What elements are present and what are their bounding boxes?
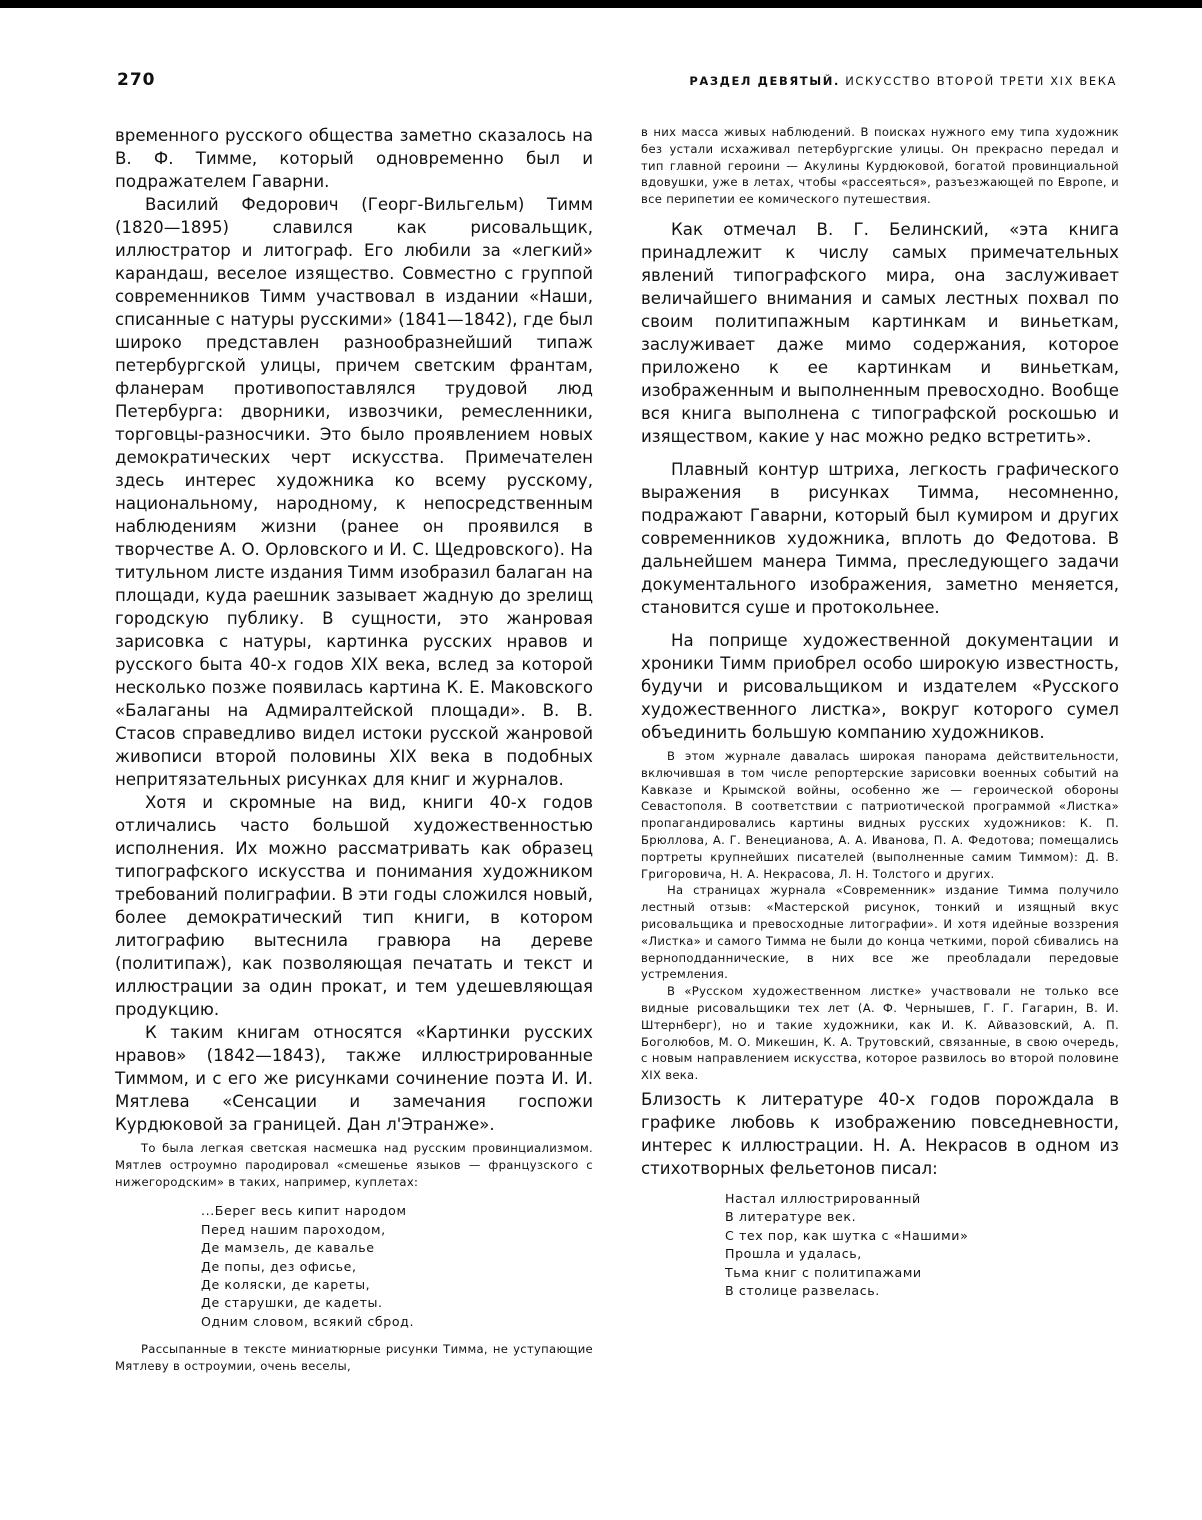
poem-quote: ...Берег весь кипит народом Перед нашим пароходом, Де мамзель, де кавалье Де попы, дез офисье, Де коляски, де кареты, Де старушки, де кадеты. Одним словом, всякий сброд. <box>201 1203 415 1329</box>
paragraph: Близость к литературе 40-х годов порождала в графике любовь к изображению повседневности, интерес к иллюстрации. Н. А. Некрасов в одном из стихотворных фельетонов писал: <box>641 1089 1119 1178</box>
paragraph: Как отмечал В. Г. Белинский, «эта книга принадлежит к числу самых примечательных явлений типографского мира, она заслуживает величайшего внимания и самых лестных похвал по своим политипажным картинкам и виньеткам, заслуживает даже мимо содержания, которое приложено к ее картинкам и виньеткам, изображенным и выполненным превосходно. Вообще вся книга выполнена с типографской роскошью и изяществом, какие у нас можно редко встретить». <box>641 219 1119 446</box>
note-paragraph: На страницах журнала «Современник» издание Тимма получило лестный отзыв: «Мастерской рисунок, тонкий и изящный вкус рисовальщика и превосходные литографии». И хотя идейные воззрения «Листка» и самого Тимма не были до конца четкими, порой сбивались на верноподданнические, в них все же преобладали передовые устремления. <box>641 883 1119 982</box>
page-number: 270 <box>117 70 156 90</box>
running-head-title: ИСКУССТВО ВТОРОЙ ТРЕТИ XIX ВЕКА <box>845 74 1117 88</box>
paragraph: К таким книгам относятся «Картинки русских нравов» (1842—1843), также иллюстрированные Тиммом, и с его же рисунками сочинение поэта И. И. Мятлева «Сенсации и замечания госпожи Курдюковой за границей. Дан л'Этранже». <box>115 1023 593 1134</box>
paragraph: временного русского общества заметно сказалось на В. Ф. Тимме, который одновременно был и подражателем Гаварни. <box>115 126 593 191</box>
note-paragraph: в них масса живых наблюдений. В поисках нужного ему типа художник без устали исхаживал петербургские улицы. Он прекрасно передал и тип главной героини — Акулины Курдюковой, богатой провинциальной вдовушки, уже в летах, чтобы «рассеяться», разъезжающей по Европе, и все перипетии ее комического путешествия. <box>641 125 1119 207</box>
page-top-edge <box>0 0 1202 8</box>
poem-quote: Настал иллюстрированный В литературе век. С тех пор, как шутка с «Нашими» Прошла и удалась, Тьма книг с политипажами В столице развелась. <box>725 1190 969 1298</box>
running-head-section: РАЗДЕЛ ДЕВЯТЫЙ. <box>689 74 840 88</box>
paragraph: Василий Федорович (Георг-Вильгельм) Тимм (1820—1895) славился как рисовальщик, иллюстратор и литограф. Его любили за «легкий» карандаш, веселое изящество. Совместно с группой современников Тимм участвовал в издании «Наши, списанные с натуры русскими» (1841—1842), где был широко представлен разнообразнейший типаж петербургской улицы, причем светским франтам, фланерам противопоставлялся трудовой люд Петербурга: дворники, извозчики, ремесленники, торговцы-разносчики. Это было проявлением новых демократических черт искусства. Примечателен здесь интерес художника ко всему русскому, национальному, народному, к непосредственным наблюдениям жизни (ранее он проявился в творчестве А. О. Орловского и И. С. Щедровского). На титульном листе издания Тимм изобразил балаган на площади, куда раешник зазывает жадную до зрелищ городскую публику. В сущности, это жанровая зарисовка с натуры, картинка русских нравов и русского быта 40-х годов XIX века, вслед за которой несколько позже появилась картина К. Е. Маковского «Балаганы на Адмиралтейской площади». В. В. Стасов справедливо видел истоки русской жанровой живописи второй половины XIX века в подобных непритязательных рисунках для книг и журналов. <box>115 195 593 789</box>
note-paragraph: Рассыпанные в тексте миниатюрные рисунки Тимма, не уступающие Мятлеву в остроумии, очень веселы, <box>115 1342 593 1374</box>
note-paragraph: В «Русском художественном листке» участвовали не только все видные рисовальщики тех лет (А. Ф. Чернышев, Г. Г. Гагарин, В. И. Штернберг), но и такие художники, как И. К. Айвазовский, А. П. Боголюбов, М. О. Микешин, К. А. Трутовский, связанные, в свою очередь, с новым направлением искусства, которое развилось во второй половине XIX века. <box>641 984 1119 1083</box>
paragraph: Плавный контур штриха, легкость графического выражения в рисунках Тимма, несомненно, подражают Гаварни, который был кумиром и других современников художника, вплоть до Федотова. В дальнейшем манера Тимма, преследующего задачи документального изображения, заметно меняется, становится суше и протокольнее. <box>641 459 1119 617</box>
note-paragraph: В этом журнале давалась широкая панорама действительности, включившая в том числе репортерские зарисовки военных событий на Кавказе и Крымской войны, особенно же — героической обороны Севастополя. В соответствии с патриотической программой «Листка» пропагандировались картины видных русских художников: К. П. Брюллова, А. Г. Венецианова, А. А. Иванова, П. А. Федотова; помещались портреты крупнейших писателей (выполненные самим Тиммом): Д. В. Григоровича, Н. А. Некрасова, Л. Н. Толстого и других. <box>641 748 1119 881</box>
paragraph: Хотя и скромные на вид, книги 40-х годов отличались часто большой художественностью исполнения. Их можно рассматривать как образец типографского искусства и понимания художником требований полиграфии. В эти годы сложился новый, более демократический тип книги, в котором литографию вытеснила гравюра на дереве (политипаж), как позволяющая печатать и текст и иллюстрации за один прокат, и тем удешевляющая продукцию. <box>115 793 593 1019</box>
note-paragraph: То была легкая светская насмешка над русским провинциализмом. Мятлев остроумно пародировал «смешенье языков — французского с нижегородским» в таких, например, куплетах: <box>115 1141 593 1189</box>
right-column <box>641 124 1119 1300</box>
running-head <box>689 74 1117 88</box>
left-column <box>115 124 593 1375</box>
paragraph: На поприще художественной документации и хроники Тимм приобрел особо широкую известность, будучи и рисовальщиком и издателем «Русского художественного листка», вокруг которого сумел объединить большую компанию художников. <box>641 630 1119 742</box>
